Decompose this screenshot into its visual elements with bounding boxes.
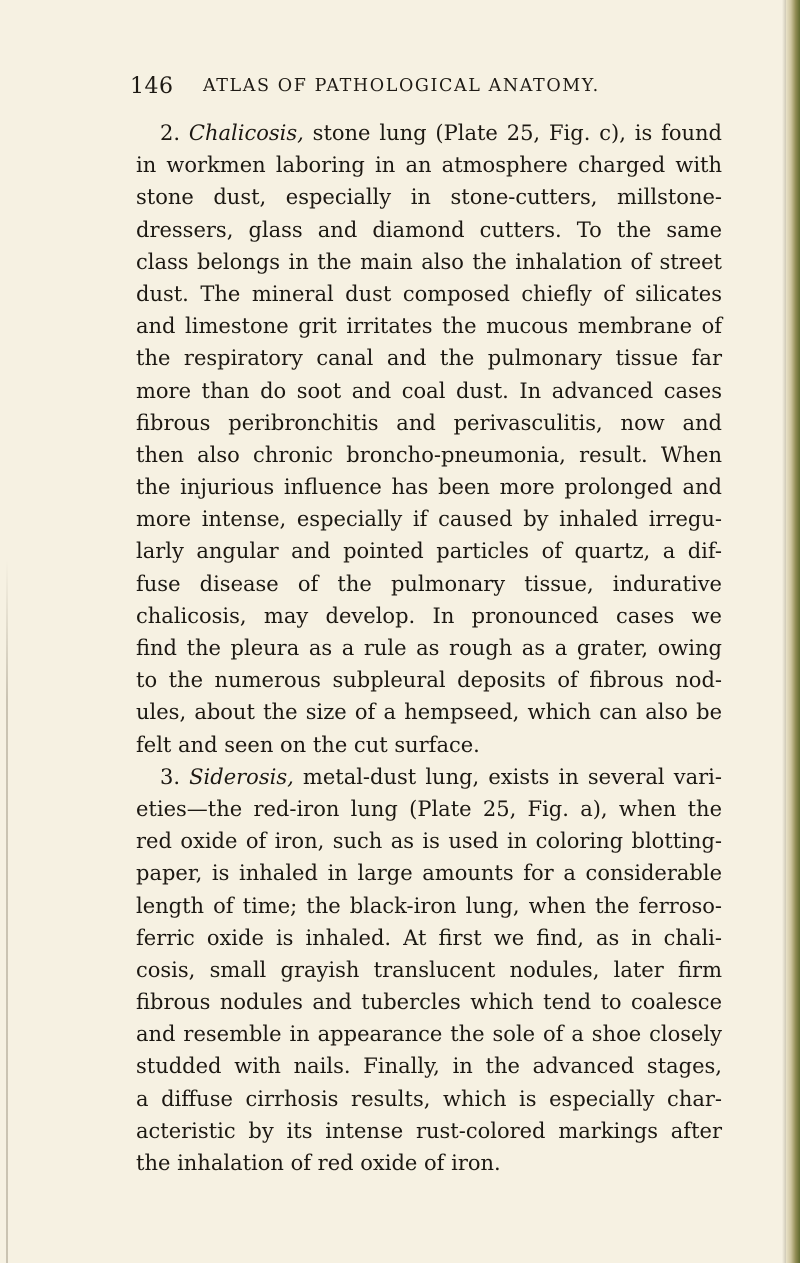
text-line: then also chronic broncho-pneumonia, result. When [136, 442, 722, 467]
page-header [130, 74, 630, 106]
text-line: to the numerous subpleural deposits of fibrous nod- [136, 668, 722, 693]
text-line: acteristic by its intense rust-colored markings after [136, 1118, 722, 1143]
running-head: ATLAS OF PATHOLOGICAL ANATOMY. [203, 76, 600, 96]
text-line: paper, is inhaled in large amounts for a considerable [136, 861, 722, 886]
text-line: ferric oxide is inhaled. At first we find, as in chali- [136, 925, 722, 950]
text-line: more than do soot and coal dust. In advanced cases [136, 378, 722, 403]
text-line: larly angular and pointed particles of quartz, a dif- [136, 539, 722, 564]
term-chalicosis: Chalicosis, [188, 121, 304, 145]
text-line: red oxide of iron, such as is used in coloring blotting- [136, 829, 722, 854]
text-line: the inhalation of red oxide of iron. [136, 1151, 501, 1175]
text-line: fuse disease of the pulmonary tissue, indurative [136, 571, 722, 596]
text-line: fibrous nodules and tubercles which tend to coalesce [136, 990, 722, 1015]
text-line: dust. The mineral dust composed chiefly of silicates [136, 281, 722, 306]
paragraph-siderosis [136, 761, 722, 1179]
text-line: chalicosis, may develop. In pronounced cases we [136, 603, 722, 628]
text-line: a diffuse cirrhosis results, which is especially char- [136, 1086, 722, 1111]
text-line: dressers, glass and diamond cutters. To the same [136, 217, 722, 242]
text-line: 2. Chalicosis, stone lung (Plate 25, Fig. c), is found [160, 121, 722, 145]
text-line: studded with nails. Finally, in the advanced stages, [136, 1054, 722, 1079]
text-line: more intense, especially if caused by inhaled irregu- [136, 507, 722, 532]
text-line: find the pleura as a rule as rough as a grater, owing [136, 636, 722, 660]
text-line: class belongs in the main also the inhalation of street [136, 249, 722, 274]
text-line: 3. Siderosis, metal-dust lung, exists in several vari- [160, 764, 722, 789]
text-line: felt and seen on the cut surface. [136, 732, 480, 757]
text-line: the injurious influence has been more prolonged and [136, 475, 722, 500]
text-line: length of time; the black-iron lung, when the ferroso- [136, 893, 722, 918]
text-line: and limestone grit irritates the mucous membrane of [136, 314, 722, 339]
page-number: 146 [130, 74, 174, 99]
text-line: cosis, small grayish translucent nodules, later firm [136, 957, 722, 982]
text-line: the respiratory canal and the pulmonary tissue far [136, 346, 722, 371]
book-binding-edge [786, 0, 800, 1263]
text-line: and resemble in appearance the sole of a shoe closely [136, 1022, 722, 1047]
text-line: stone dust, especially in stone-cutters, millstone- [136, 185, 722, 210]
text-line: fibrous peribronchitis and perivasculitis, now and [136, 410, 722, 435]
term-siderosis: Siderosis, [189, 764, 294, 789]
paragraph-chalicosis [136, 117, 722, 761]
body-text [136, 117, 722, 1179]
text-line: eties—the red-iron lung (Plate 25, Fig. a), when the [136, 796, 722, 821]
text-line: in workmen laboring in an atmosphere charged with [136, 153, 722, 178]
page-left-edge-shadow [6, 560, 8, 1263]
text-line: ules, about the size of a hempseed, which can also be [136, 700, 722, 725]
